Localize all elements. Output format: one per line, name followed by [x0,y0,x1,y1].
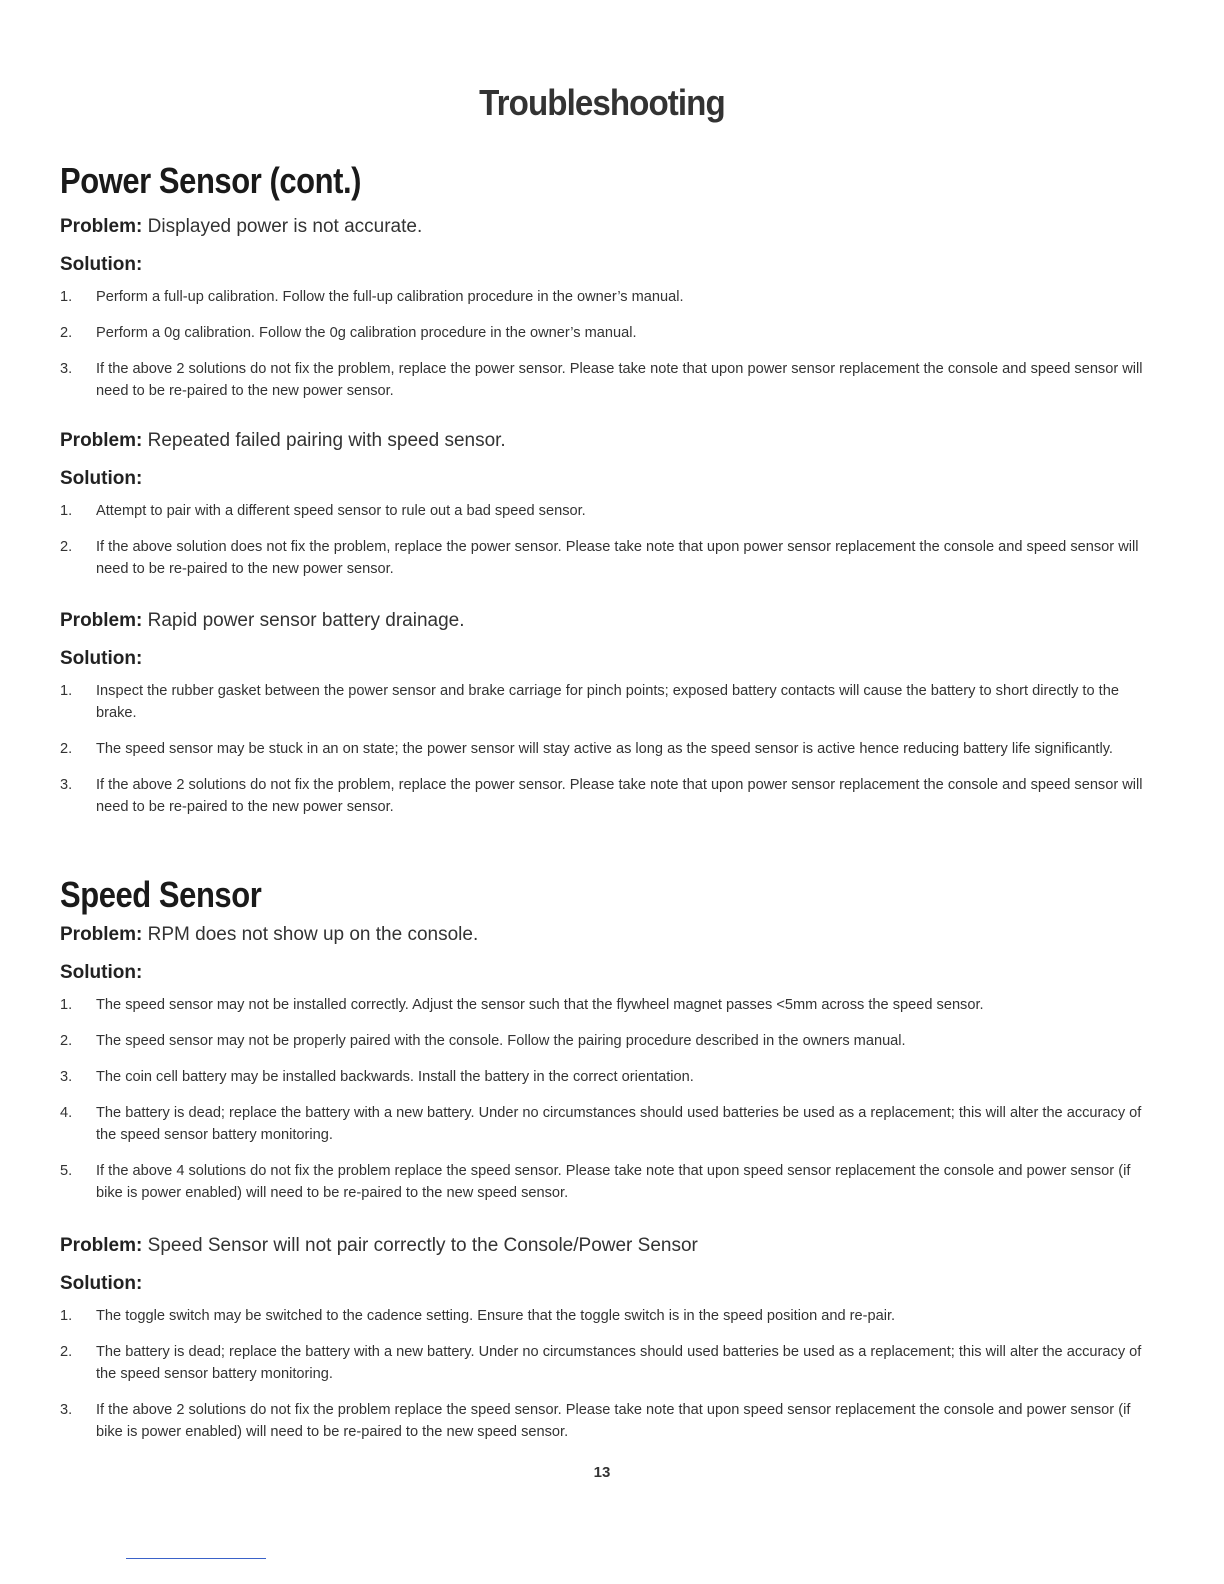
item-number: 3. [60,777,73,793]
item-number: 2. [60,325,73,341]
section-title-speed-sensor: Speed Sensor [60,874,262,915]
item-text: If the above 2 solutions do not fix the problem replace the speed sensor. Please take note that upon speed sensor replacement the console and power sensor (if bike is power enabled) will need to be re-paired to the new speed sensor. [96,1402,1131,1440]
item-text: The toggle switch may be switched to the cadence setting. Ensure that the toggle switch is in the speed position and re-pair. [96,1308,896,1324]
item-text: If the above solution does not fix the problem, replace the power sensor. Please take note that upon power sensor replacement the console and speed sensor will need to be re-paired to the new power sensor. [96,539,1139,577]
item-number: 5. [60,1163,73,1179]
item-text: The speed sensor may be stuck in an on state; the power sensor will stay active as long as the speed sensor is active hence reducing battery life significantly. [96,741,1113,757]
solution-item [60,358,1145,402]
solution-item [60,1399,1145,1443]
page-title: Troubleshooting [479,82,725,123]
solution-item [60,774,1145,818]
item-text: Perform a 0g calibration. Follow the 0g calibration procedure in the owner’s manual. [96,325,637,341]
solution-item [60,322,1145,344]
solution-item [60,1341,1145,1385]
problem-block-inaccurate-power [60,212,1145,416]
solution-list [60,500,1145,580]
item-text: The coin cell battery may be installed backwards. Install the battery in the correct orientation. [96,1069,694,1085]
item-text: Inspect the rubber gasket between the power sensor and brake carriage for pinch points; exposed battery contacts will cause the battery to short directly to the brake. [96,683,1119,721]
item-text: If the above 4 solutions do not fix the problem replace the speed sensor. Please take note that upon speed sensor replacement the console and power sensor (if bike is power enabled) will need to be re-paired to the new speed sensor. [96,1163,1131,1201]
item-number: 1. [60,503,73,519]
solution-item [60,1305,1145,1327]
solution-item [60,738,1145,760]
problem-block-rpm-not-shown [60,920,1145,1218]
problem-label: Problem: [60,430,143,451]
problem-statement [60,426,1145,456]
problem-statement [60,212,1145,242]
solution-item [60,1102,1145,1146]
item-number: 2. [60,539,73,555]
problem-text: RPM does not show up on the console. [147,924,479,945]
item-number: 3. [60,1402,73,1418]
solution-label: Solution: [60,648,143,669]
item-number: 3. [60,1069,73,1085]
item-number: 1. [60,997,73,1013]
item-number: 2. [60,1033,73,1049]
item-number: 1. [60,683,73,699]
problem-label: Problem: [60,216,143,237]
item-text: The speed sensor may not be properly paired with the console. Follow the pairing procedure described in the owners manual. [96,1033,906,1049]
solution-list [60,680,1145,818]
problem-block-battery-drainage [60,606,1145,832]
problem-text: Repeated failed pairing with speed sensor. [147,430,506,451]
footer-divider [126,1558,266,1559]
solution-label: Solution: [60,468,143,489]
problem-text: Displayed power is not accurate. [147,216,423,237]
solution-item [60,680,1145,724]
solution-list [60,1305,1145,1443]
solution-item [60,500,1145,522]
item-text: If the above 2 solutions do not fix the problem, replace the power sensor. Please take note that upon power sensor replacement the console and speed sensor will need to be re-paired to the new power sensor. [96,777,1143,815]
problem-label: Problem: [60,924,143,945]
item-text: The speed sensor may not be installed correctly. Adjust the sensor such that the flywheel magnet passes <5mm across the speed sensor. [96,997,984,1013]
section-title-power-sensor: Power Sensor (cont.) [60,160,362,201]
problem-label: Problem: [60,610,143,631]
item-text: The battery is dead; replace the battery with a new battery. Under no circumstances should used batteries be used as a replacement; this will alter the accuracy of the speed sensor battery monitoring. [96,1344,1142,1382]
solution-item [60,994,1145,1016]
solution-item [60,536,1145,580]
solution-label: Solution: [60,1273,143,1294]
item-text: Perform a full-up calibration. Follow the full-up calibration procedure in the owner’s manual. [96,289,684,305]
problem-label: Problem: [60,1235,143,1256]
problem-statement [60,1231,1145,1261]
item-number: 3. [60,361,73,377]
item-number: 2. [60,741,73,757]
problem-statement [60,606,1145,636]
solution-item [60,286,1145,308]
item-text: Attempt to pair with a different speed sensor to rule out a bad speed sensor. [96,503,586,519]
solution-list [60,994,1145,1204]
item-number: 2. [60,1344,73,1360]
problem-block-speed-sensor-pairing [60,1231,1145,1457]
item-number: 1. [60,289,73,305]
problem-statement [60,920,1145,950]
page-number: 13 [593,1464,611,1481]
item-text: If the above 2 solutions do not fix the problem, replace the power sensor. Please take note that upon power sensor replacement the console and speed sensor will need to be re-paired to the new power sensor. [96,361,1143,399]
problem-text: Speed Sensor will not pair correctly to the Console/Power Sensor [147,1235,698,1256]
solution-item [60,1066,1145,1088]
solution-list [60,286,1145,402]
solution-label: Solution: [60,962,143,983]
problem-block-failed-pairing [60,426,1145,594]
item-number: 4. [60,1105,73,1121]
solution-label: Solution: [60,254,143,275]
item-number: 1. [60,1308,73,1324]
solution-item [60,1160,1145,1204]
item-text: The battery is dead; replace the battery with a new battery. Under no circumstances should used batteries be used as a replacement; this will alter the accuracy of the speed sensor battery monitoring. [96,1105,1142,1143]
problem-text: Rapid power sensor battery drainage. [147,610,465,631]
solution-item [60,1030,1145,1052]
